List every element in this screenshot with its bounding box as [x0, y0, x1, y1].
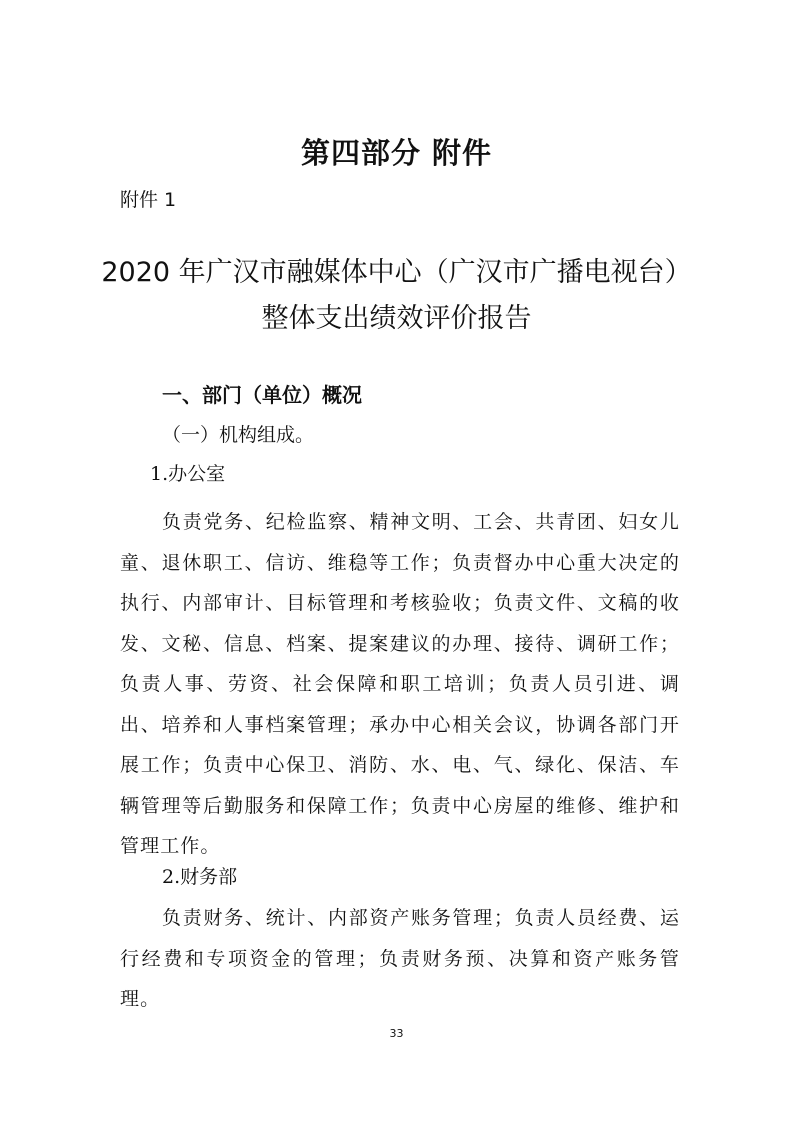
office-paragraph: 负责党务、纪检监察、精神文明、工会、共青团、妇女儿童、退休职工、信访、维稳等工作；负责督办中心重大决定的执行、内部审计、目标管理和考核验收；负责文件、文稿的收发、文秘、信息、档案、提案建议的办理、接待、调研工作；负责人事、劳资、社会保障和职工培训；负责人员引进、调出、培养和人事档案管理；承办中心相关会议，协调各部门开展工作；负责中心保卫、消防、水、电、气、绿化、保洁、车辆管理等后勤服务和保障工作；负责中心房屋的维修、维护和管理工作。	[120, 511, 680, 857]
section-heading: 一、部门（单位）概况	[162, 383, 362, 407]
finance-paragraph: 负责财务、统计、内部资产账务管理；负责人员经费、运行经费和专项资金的管理；负责财务预、决算和资产账务管理。	[120, 907, 680, 1010]
subsection-heading: （一）机构组成。	[162, 424, 315, 446]
attachment-label: 附件 1	[120, 189, 177, 211]
report-title: 2020 年广汉市融媒体中心（广汉市广播电视台）整体支出绩效评价报告	[101, 257, 692, 334]
page-number: 33	[389, 1027, 404, 1040]
office-heading: 1.办公室	[150, 463, 226, 485]
finance-heading: 2.财务部	[162, 866, 238, 888]
part-title: 第四部分 附件	[300, 136, 493, 170]
